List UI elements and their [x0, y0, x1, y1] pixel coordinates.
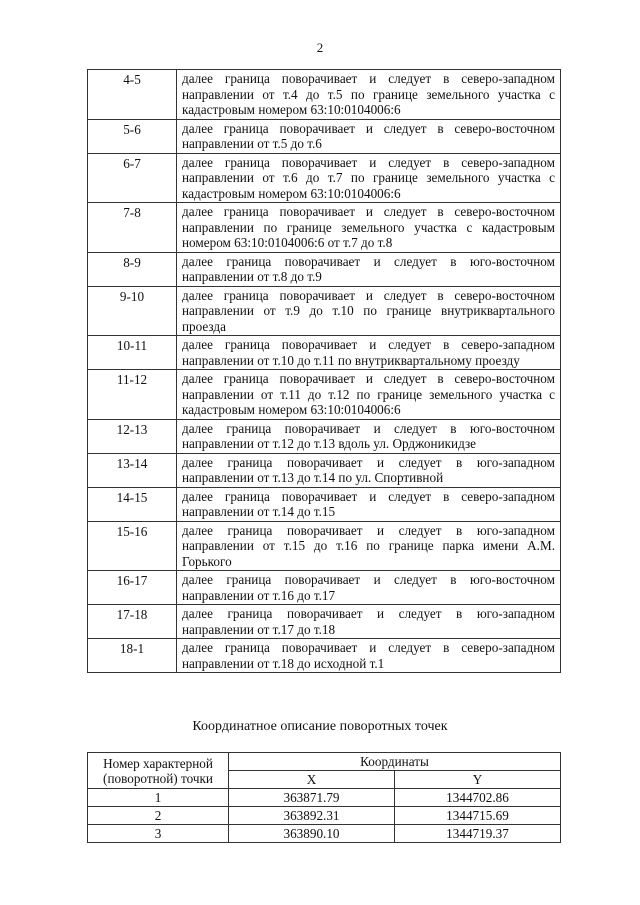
y-header: Y [395, 771, 561, 789]
point-number: 3 [88, 825, 229, 843]
segment-description: далее граница поворачивает и следует в северо-западном направлении от т.4 до т.5 по границе земельного участка с кадастровым номером 63:10:0104006:6 [177, 70, 561, 120]
segment-description: далее граница поворачивает и следует в юго-западном направлении от т.13 до т.14 по ул. Спортивной [177, 453, 561, 487]
segment-id: 8-9 [88, 252, 177, 286]
segment-description: далее граница поворачивает и следует в северо-восточном направлении от т.5 до т.6 [177, 119, 561, 153]
segment-id: 6-7 [88, 153, 177, 203]
segment-description: далее граница поворачивает и следует в юго-восточном направлении от т.8 до т.9 [177, 252, 561, 286]
segment-id: 18-1 [88, 639, 177, 673]
point-number: 1 [88, 789, 229, 807]
segment-row [88, 70, 561, 120]
segment-id: 15-16 [88, 521, 177, 571]
y-value: 1344715.69 [395, 807, 561, 825]
coordinates-table [87, 752, 561, 843]
x-value: 363871.79 [229, 789, 395, 807]
segment-id: 16-17 [88, 571, 177, 605]
y-value: 1344702.86 [395, 789, 561, 807]
segment-description: далее граница поворачивает и следует в северо-западном направлении от т.14 до т.15 [177, 487, 561, 521]
segment-id: 12-13 [88, 419, 177, 453]
x-value: 363892.31 [229, 807, 395, 825]
segment-row [88, 286, 561, 336]
segment-row [88, 639, 561, 673]
segment-row [88, 119, 561, 153]
segment-id: 14-15 [88, 487, 177, 521]
segment-row [88, 336, 561, 370]
segment-row [88, 571, 561, 605]
boundary-description-table [87, 69, 561, 673]
point-number-header: Номер характерной (поворотной) точки [88, 753, 229, 789]
segment-row [88, 605, 561, 639]
coordinate-row [88, 789, 561, 807]
segment-description: далее граница поворачивает и следует в северо-восточном направлении от т.9 до т.10 по границе внутриквартального проезда [177, 286, 561, 336]
segment-id: 10-11 [88, 336, 177, 370]
segment-description: далее граница поворачивает и следует в юго-восточном направлении от т.12 до т.13 вдоль ул. Орджоникидзе [177, 419, 561, 453]
point-number: 2 [88, 807, 229, 825]
coordinates-header: Координаты [229, 753, 561, 771]
segment-id: 7-8 [88, 203, 177, 253]
y-value: 1344719.37 [395, 825, 561, 843]
page-number: 2 [316, 40, 324, 55]
segment-row [88, 419, 561, 453]
coordinates-title: Координатное описание поворотных точек [192, 719, 448, 734]
segment-row [88, 521, 561, 571]
segment-description: далее граница поворачивает и следует в северо-восточном направлении от т.11 до т.12 по границе земельного участка с кадастровым номером 63:10:0104006:6 [177, 370, 561, 420]
x-value: 363890.10 [229, 825, 395, 843]
segment-description: далее граница поворачивает и следует в северо-западном направлении от т.10 до т.11 по внутриквартальному проезду [177, 336, 561, 370]
segment-description: далее граница поворачивает и следует в юго-западном направлении от т.17 до т.18 [177, 605, 561, 639]
segment-row [88, 487, 561, 521]
segment-description: далее граница поворачивает и следует в юго-восточном направлении от т.16 до т.17 [177, 571, 561, 605]
segment-description: далее граница поворачивает и следует в северо-восточном направлении по границе земельного участка с кадастровым номером 63:10:0104006:6 от т.7 до т.8 [177, 203, 561, 253]
segment-id: 4-5 [88, 70, 177, 120]
segment-id: 13-14 [88, 453, 177, 487]
segment-row [88, 252, 561, 286]
segment-row [88, 153, 561, 203]
segment-row [88, 203, 561, 253]
segment-description: далее граница поворачивает и следует в северо-западном направлении от т.18 до исходной т.1 [177, 639, 561, 673]
segment-id: 17-18 [88, 605, 177, 639]
segment-id: 9-10 [88, 286, 177, 336]
segment-description: далее граница поворачивает и следует в юго-западном направлении от т.15 до т.16 по границе парка имени А.М. Горького [177, 521, 561, 571]
coordinate-row [88, 825, 561, 843]
segment-row [88, 370, 561, 420]
segment-id: 5-6 [88, 119, 177, 153]
segment-description: далее граница поворачивает и следует в северо-западном направлении от т.6 до т.7 по границе земельного участка с кадастровым номером 63:10:0104006:6 [177, 153, 561, 203]
coordinate-row [88, 807, 561, 825]
segment-id: 11-12 [88, 370, 177, 420]
segment-row [88, 453, 561, 487]
x-header: X [229, 771, 395, 789]
